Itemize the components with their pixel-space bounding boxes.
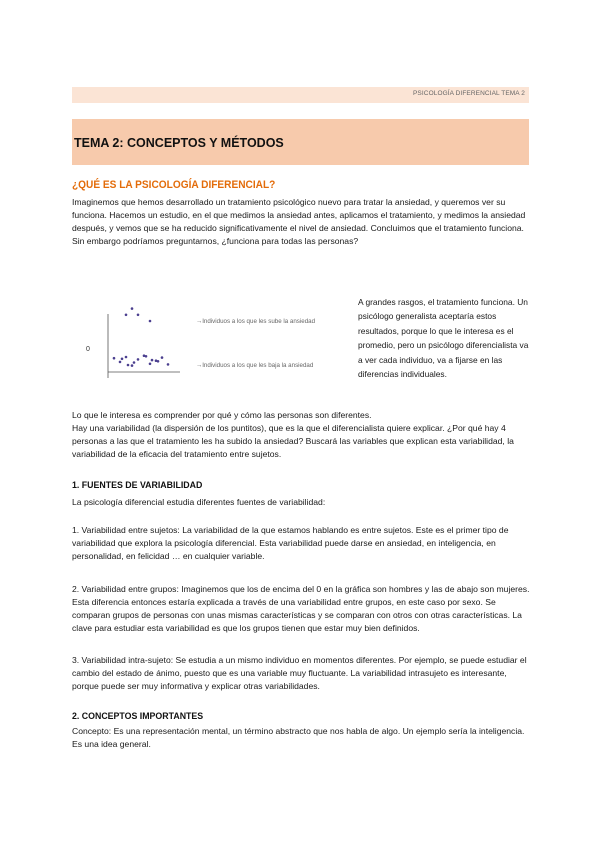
paragraph-entre-grupos: 2. Variabilidad entre grupos: Imaginemos que los de encima del 0 en la gráfica son hombres y las de abajo son mujeres. Esta diferencia entonces estaría explicada a través de una variabilidad entre grupos, en este caso por sexo. Se comparan grupos de personas con unas mismas características y se comparan con otros con otras características. La clave para estudiar esta variabilidad es que los grupos tienen que estar muy bien definidos. (72, 584, 530, 633)
annotation-up: →Individuos a los que les sube la ansiedad (196, 318, 316, 325)
variabilidad-intra-sujeto (72, 654, 530, 693)
point-down (167, 363, 170, 366)
point-down (145, 355, 148, 358)
point-down (157, 360, 160, 363)
point-down (121, 358, 124, 361)
scatter-chart (82, 292, 352, 392)
variabilidad-entre-sujetos (72, 524, 530, 563)
conceptos-heading: 2. CONCEPTOS IMPORTANTES (72, 711, 204, 721)
annotation-down: →Individuos a los que les baja la ansiedad (196, 362, 314, 369)
point-up (125, 314, 128, 317)
fuentes-intro (72, 496, 530, 509)
point-down (127, 364, 130, 367)
fuentes-heading: 1. FUENTES DE VARIABILIDAD (72, 480, 203, 490)
chart-explanation: A grandes rasgos, el tratamiento funciona. Un psicólogo generalista aceptaría estos resultados, porque lo que le interesa es el promedio, pero un psicólogo diferencialista va a ver cada individuo, va a fijarse en las diferencias individuales. (358, 297, 529, 380)
scatter-svg (82, 292, 352, 392)
paragraph-concepto: Concepto: Es una representación mental, un término abstracto que nos habla de algo. Un ejemplo sería la inteligencia. Es una idea general. (72, 726, 525, 749)
running-title: PSICOLOGÍA DIFERENCIAL TEMA 2 (413, 90, 525, 97)
intro-block (72, 196, 530, 248)
point-down (149, 363, 152, 366)
point-up (149, 320, 152, 323)
interest-paragraph: Hay una variabilidad (la dispersión de los puntitos), que es la que el diferencialista quiere explicar. ¿Por qué hay 4 personas a las que el tratamiento les ha subido la ansiedad? Buscará las variables que explican esta variabilidad, la variabilidad de la eficacia del tratamiento entre sujetos. (72, 423, 514, 459)
point-down (133, 361, 136, 364)
point-down (161, 356, 164, 359)
point-up (137, 314, 140, 317)
point-down (113, 357, 116, 360)
intro-question: Sin embargo podríamos preguntarnos, ¿funciona para todas las personas? (72, 236, 359, 246)
point-down (125, 356, 128, 359)
page-title: TEMA 2: CONCEPTOS Y MÉTODOS (74, 136, 284, 150)
point-up (131, 307, 134, 310)
running-header (72, 87, 529, 103)
fuentes-intro-text: La psicología diferencial estudia diferentes fuentes de variabilidad: (72, 497, 326, 507)
concepto-block (72, 725, 530, 751)
paragraph-intra-sujeto: 3. Variabilidad intra-sujeto: Se estudia a un mismo individuo en momentos diferentes. Por ejemplo, se puede estudiar el cambio del estado de ánimo, puesto que es una variable muy fluctuante. La variabilidad intrasujeto es interesante, porque puede ser muy informativa y explicar otras variabilidades. (72, 655, 527, 691)
section-heading: ¿QUÉ ES LA PSICOLOGÍA DIFERENCIAL? (72, 179, 276, 191)
paragraph-entre-sujetos: 1. Variabilidad entre sujetos: La variabilidad de la que estamos hablando es entre sujetos. Este es el primer tipo de variabilidad que explora la psicología diferencial. Esta variabilidad puede darse en ansiedad, en inteligencia, en personalidad, en felicidad … en cualquier variable. (72, 525, 509, 561)
scatter-points (113, 307, 170, 367)
variabilidad-entre-grupos (72, 583, 530, 635)
title-band (72, 119, 529, 165)
point-down (151, 359, 154, 362)
point-down (119, 361, 122, 364)
y-axis-label: 0 (86, 346, 90, 353)
interest-line: Lo que le interesa es comprender por qué y cómo las personas son diferentes. (72, 410, 372, 420)
intro-paragraph: Imaginemos que hemos desarrollado un tratamiento psicológico nuevo para tratar la ansiedad, y queremos ver su funciona. Hacemos un estudio, en el que medimos la ansiedad antes, aplicamos el tratamiento, y medimos la ansiedad después, y vemos que se ha reducido significativamente el nivel de ansiedad. Concluimos que el tratamiento funciona. (72, 197, 526, 233)
point-down (131, 364, 134, 367)
point-down (137, 358, 140, 361)
interest-block (72, 409, 530, 461)
